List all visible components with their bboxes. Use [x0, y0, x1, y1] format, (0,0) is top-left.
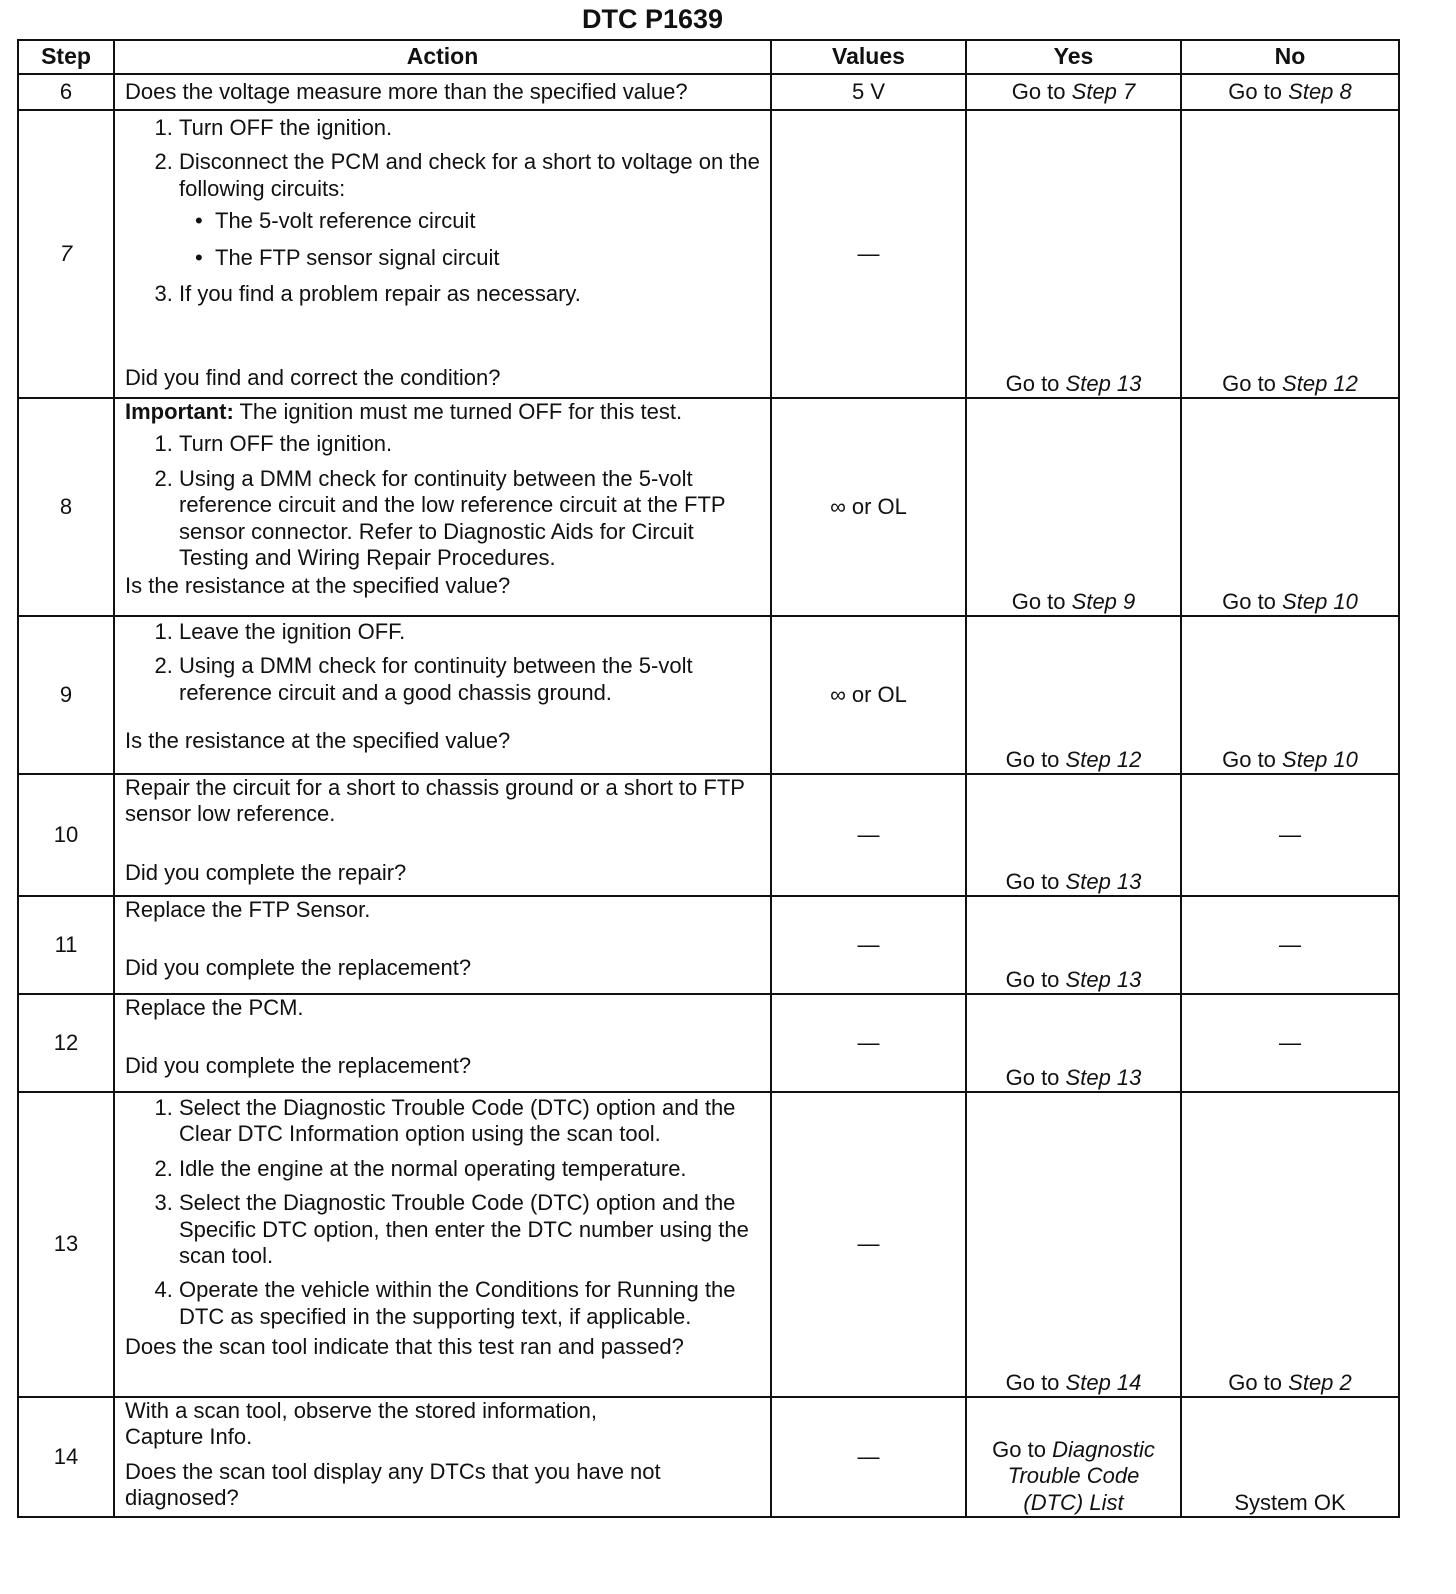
value-cell: — — [771, 110, 966, 398]
list-item: 2. Idle the engine at the normal operating temperature. — [179, 1156, 760, 1182]
bullet-item: • The FTP sensor signal circuit — [215, 245, 760, 271]
col-header-no: No — [1181, 40, 1399, 74]
yes-cell — [966, 1397, 1181, 1517]
no-step-ref: Step 10 — [1282, 746, 1358, 772]
yes-cell — [966, 774, 1181, 896]
step-number: 9 — [18, 616, 114, 774]
col-header-values: Values — [771, 40, 966, 74]
instruction-list — [125, 115, 760, 307]
action-cell — [114, 1092, 771, 1397]
list-item-text: Disconnect the PCM and check for a short to voltage on the following circuits: — [179, 149, 760, 201]
value-cell: — — [771, 1397, 966, 1517]
action-cell — [114, 616, 771, 774]
goto-label: Go to — [1222, 588, 1276, 614]
goto-label: Go to — [992, 1436, 1046, 1462]
yes-cell — [966, 1092, 1181, 1397]
list-item: 2. Using a DMM check for continuity between the 5-volt reference circuit and a good chassis ground. — [179, 653, 760, 706]
no-step-ref: Step 2 — [1288, 1369, 1352, 1395]
table-row — [18, 774, 1399, 896]
yes-cell — [966, 110, 1181, 398]
goto-label: Go to — [1222, 370, 1276, 396]
action-question: Does the scan tool indicate that this test ran and passed? — [125, 1334, 684, 1360]
goto-label: Go to — [1005, 746, 1060, 772]
step-number: 14 — [18, 1397, 114, 1517]
list-item — [179, 149, 760, 271]
table-row — [18, 1092, 1399, 1397]
yes-step-ref: Step 12 — [1065, 746, 1142, 772]
instruction-list — [125, 431, 760, 571]
no-cell — [1181, 616, 1399, 774]
step-number: 8 — [18, 398, 114, 616]
list-item: 3. If you find a problem repair as necessary. — [179, 281, 760, 307]
no-cell: — — [1181, 774, 1399, 896]
table-row — [18, 74, 1399, 110]
value-cell: 5 V — [771, 74, 966, 110]
goto-label: Go to — [1228, 78, 1283, 104]
yes-target-ref: Diagnostic Trouble Code (DTC) List — [1007, 1436, 1155, 1515]
goto-label: Go to — [1011, 588, 1066, 614]
table-row — [18, 896, 1399, 994]
bullet-item: • The 5-volt reference circuit — [215, 208, 760, 234]
action-question: Did you complete the replacement? — [125, 955, 472, 981]
table-row — [18, 616, 1399, 774]
list-item: 2. Using a DMM check for continuity between the 5-volt reference circuit and the low reference circuit at the FTP sensor connector. Refer to Diagnostic Aids for Circuit Testing and Wiring Repair Procedures. — [179, 466, 760, 572]
yes-cell — [966, 896, 1181, 994]
action-cell — [114, 110, 771, 398]
goto-label: Go to — [1005, 966, 1060, 992]
important-label: Important: — [125, 399, 234, 424]
action-question: Is the resistance at the specified value? — [125, 728, 511, 754]
value-cell: — — [771, 1092, 966, 1397]
step-number: 10 — [18, 774, 114, 896]
no-cell — [1181, 110, 1399, 398]
yes-step-ref: Step 13 — [1065, 868, 1142, 894]
instruction-list — [125, 619, 760, 706]
action-question: Did you complete the replacement? — [125, 1053, 472, 1079]
step-number: 6 — [18, 74, 114, 110]
yes-step-ref: Step 9 — [1071, 588, 1136, 614]
no-step-ref: Step 8 — [1288, 78, 1352, 104]
instruction-list — [125, 1095, 760, 1330]
yes-step-ref: Step 13 — [1065, 370, 1142, 396]
action-text: With a scan tool, observe the stored information, Capture Info. — [125, 1398, 598, 1450]
list-item: 4. Operate the vehicle within the Conditions for Running the DTC as specified in the supporting text, if applicable. — [179, 1277, 760, 1330]
bullet-list — [179, 208, 760, 271]
col-header-yes: Yes — [966, 40, 1181, 74]
no-cell — [1181, 398, 1399, 616]
table-row — [18, 110, 1399, 398]
value-cell: ∞ or OL — [771, 398, 966, 616]
value-cell: — — [771, 994, 966, 1092]
action-cell — [114, 896, 771, 994]
action-cell — [114, 774, 771, 896]
yes-cell — [966, 74, 1181, 110]
step-number: 13 — [18, 1092, 114, 1397]
no-step-ref: Step 12 — [1282, 370, 1358, 396]
col-header-step: Step — [18, 40, 114, 74]
header-row — [18, 40, 1399, 74]
action-cell — [114, 398, 771, 616]
yes-step-ref: Step 13 — [1065, 966, 1142, 992]
value-cell: — — [771, 896, 966, 994]
list-item: 1. Select the Diagnostic Trouble Code (DTC) option and the Clear DTC Information option using the scan tool. — [179, 1095, 760, 1148]
table-row — [18, 1397, 1399, 1517]
no-cell: System OK — [1181, 1397, 1399, 1517]
table-row — [18, 994, 1399, 1092]
action-question: Does the voltage measure more than the specified value? — [125, 78, 688, 104]
list-item: 1. Turn OFF the ignition. — [179, 431, 760, 457]
no-cell — [1181, 74, 1399, 110]
action-cell — [114, 994, 771, 1092]
action-question: Did you complete the repair? — [125, 859, 407, 885]
yes-cell — [966, 616, 1181, 774]
action-text: Replace the FTP Sensor. — [125, 897, 371, 922]
no-cell — [1181, 1092, 1399, 1397]
yes-cell — [966, 398, 1181, 616]
yes-step-ref: Step 13 — [1065, 1064, 1142, 1090]
yes-cell — [966, 994, 1181, 1092]
goto-label: Go to — [1222, 746, 1276, 772]
goto-label: Go to — [1228, 1369, 1283, 1395]
action-question: Does the scan tool display any DTCs that you have not diagnosed? — [125, 1458, 661, 1511]
list-item: 1. Leave the ignition OFF. — [179, 619, 760, 645]
no-cell: — — [1181, 896, 1399, 994]
goto-label: Go to — [1005, 1369, 1060, 1395]
important-text: The ignition must me turned OFF for this test. — [239, 399, 683, 424]
important-note — [125, 399, 760, 425]
no-cell: — — [1181, 994, 1399, 1092]
document-title: DTC P1639 — [581, 4, 724, 34]
table-row — [18, 398, 1399, 616]
action-cell — [114, 74, 771, 110]
diagnostic-table — [17, 39, 1400, 1518]
list-item: 1. Turn OFF the ignition. — [179, 115, 760, 141]
goto-label: Go to — [1011, 78, 1066, 104]
yes-step-ref: Step 14 — [1065, 1369, 1142, 1395]
action-cell — [114, 1397, 771, 1517]
action-question: Is the resistance at the specified value? — [125, 573, 511, 599]
goto-label: Go to — [1005, 868, 1060, 894]
step-number: 12 — [18, 994, 114, 1092]
value-cell: — — [771, 774, 966, 896]
step-number: 7 — [18, 110, 114, 398]
goto-label: Go to — [1005, 1064, 1060, 1090]
goto-label: Go to — [1005, 370, 1060, 396]
action-text: Repair the circuit for a short to chassis ground or a short to FTP sensor low reference. — [125, 775, 745, 827]
action-question: Did you find and correct the condition? — [125, 365, 501, 391]
step-number: 11 — [18, 896, 114, 994]
value-cell: ∞ or OL — [771, 616, 966, 774]
no-step-ref: Step 10 — [1282, 588, 1358, 614]
action-text: Replace the PCM. — [125, 995, 304, 1020]
yes-step-ref: Step 7 — [1071, 78, 1136, 104]
col-header-action: Action — [114, 40, 771, 74]
list-item: 3. Select the Diagnostic Trouble Code (DTC) option and the Specific DTC option, then enter the DTC number using the scan tool. — [179, 1190, 760, 1269]
